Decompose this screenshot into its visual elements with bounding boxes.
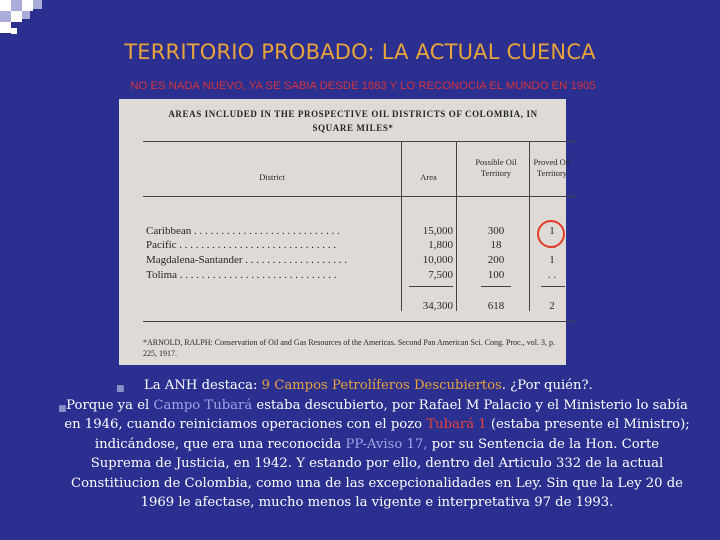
total-area: 34,300 [422, 300, 453, 312]
bullet-2-text: Porque ya el [66, 398, 154, 413]
cell-district: Pacific [146, 239, 177, 251]
table-heading [143, 107, 563, 135]
highlight-circle [537, 220, 565, 248]
bullet-1 [144, 376, 593, 395]
bullet-1-text-end: . ¿Por quién?. [501, 378, 593, 393]
bullet-2-text: por su Sentencia de la Hon. Corte Suprema de Justicia, en 1942. Y estando por ello, dentro del Articulo 332 de la actual Constitiucion de Colombia, como una de las excepcionalidades en Ley. Sin que la Ley 20 de 1969 le afectase, mucho menos la vigente e interpretativa 97 de 1993. [71, 436, 683, 511]
cell-proved: . . [547, 239, 557, 251]
cell-district: Caribbean [146, 225, 192, 237]
bullet-square-icon: ■ [58, 404, 67, 414]
cell-area: 15,000 [422, 225, 453, 237]
bullet-square-icon: ■ [116, 384, 125, 394]
cell-possible: 200 [487, 254, 505, 266]
bullet-2-highlight-pozo: Tubará 1 [426, 417, 487, 433]
cell-possible: 18 [490, 239, 502, 251]
cell-district: Tolima [146, 269, 178, 281]
bullet-2-highlight-aviso: PP-Aviso 17, [345, 436, 428, 452]
cell-proved: . . [547, 269, 557, 281]
total-possible: 618 [487, 300, 505, 312]
column-header-district: District [259, 172, 285, 182]
column-header-possible: Possible Oil Territory [475, 157, 517, 178]
table-footnote: *ARNOLD, RALPH: Conservation of Oil and Gas Resources of the Americas. Second Pan American Sci. Cong. Proc., vol. 3, p. 225, 1917. [143, 338, 555, 358]
cell-possible: 300 [487, 225, 505, 237]
cell-proved: 1 [549, 254, 555, 266]
bullet-1-highlight: 9 Campos Petrolíferos Descubiertos [261, 378, 502, 393]
bullet-2-highlight-campo: Campo Tubará [153, 398, 253, 413]
bullet-1-text: La ANH destaca: [144, 378, 262, 393]
cell-possible: 100 [487, 269, 505, 281]
slide-title: TERRITORIO PROBADO: LA ACTUAL CUENCA [124, 40, 596, 64]
cell-area: 10,000 [422, 254, 453, 266]
column-header-proved: Proved Oil Territory [533, 157, 571, 178]
bullet-2-text: (estaba presente el Ministro); indicándose, que era una reconocida [94, 417, 690, 452]
column-header-area: Area [420, 172, 437, 182]
cell-district: Magdalena-Santander [146, 254, 243, 266]
cell-proved: 1 [549, 225, 555, 237]
scanned-table-image: AREAS INCLUDED IN THE PROSPECTIVE OIL DISTRICTS OF COLOMBIA, IN SQUARE MILES* District Area Possible Oil Territory Proved Oil Territory Caribbean . . . . . . . . . . . . . . . . . . . . . . . . . . . 15,000 300 1 Pacific . . . . . . . . . . . . . . . . . . . . . . . . . . . . . 1,800 18 . . Magdalena-Santander . . . . . . . . . . . . . . . . . . . 10,000 200 1 Tolima . . . . . . . . . . . . . . . . . . . . . . . . . . . . . 7,500 100 . . 34,300 618 2 *ARNOLD, RALPH: Conservation of Oil and Gas Resources of the Americas. Second Pan American Sci. Cong. Proc., vol. 3, p. 225, 1917. [119, 99, 566, 365]
table-heading-line2: SQUARE MILES* [312, 123, 394, 133]
bullet-2 [64, 396, 690, 512]
bullet-2-text: estaba descubierto, por Rafael M Palacio y el Ministerio lo sabía en 1946, cuando reiniciamos operaciones con el pozo [64, 398, 688, 433]
slide-subtitle: NO ES NADA NUEVO, YA SE SABIA DESDE 1883 Y LO RECONOCIA EL MUNDO EN 1905 [130, 80, 596, 92]
total-proved: 2 [549, 300, 555, 312]
cell-area: 7,500 [428, 269, 453, 281]
table-heading-line1: AREAS INCLUDED IN THE PROSPECTIVE OIL DISTRICTS OF COLOMBIA, IN [168, 109, 538, 119]
cell-area: 1,800 [428, 239, 453, 251]
